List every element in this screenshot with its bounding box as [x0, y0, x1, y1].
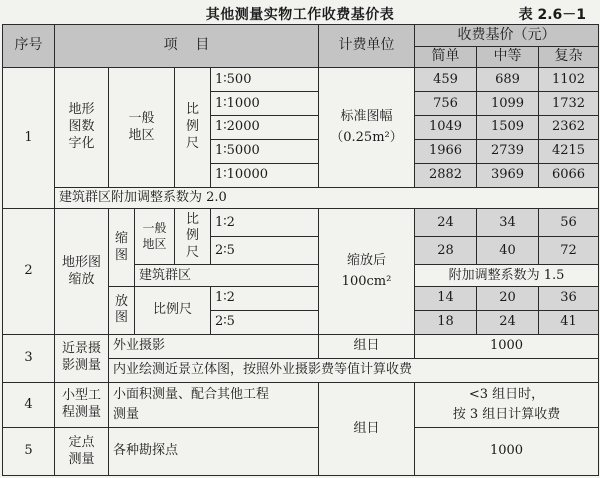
header-item: 项 目 [55, 25, 319, 68]
row2-medium: 20 [477, 287, 539, 311]
row1-medium: 2739 [477, 139, 539, 163]
row3-unit: 组日 [319, 334, 415, 358]
row2-enlarge: 放 图 [109, 287, 135, 335]
row4-category: 小型工 程测量 [55, 382, 109, 428]
row2-building-note: 附加调整系数为 1.5 [415, 265, 599, 287]
row3-item: 外业摄影 [109, 334, 319, 358]
row5-item: 各种勘探点 [109, 428, 319, 476]
header-simple: 简单 [415, 46, 477, 68]
row2-complex: 41 [539, 310, 599, 334]
row2-unit: 缩放后 100cm² [319, 209, 415, 334]
fee-table [2, 24, 599, 476]
row2-building-area: 建筑群区 [135, 265, 319, 287]
header-complex: 复杂 [539, 46, 599, 68]
row1-unit: 标准图幅 （0.25m²） [319, 68, 415, 187]
row1-scale: 1∶5000 [211, 139, 319, 163]
table-number: 表 2.6－1 [518, 7, 586, 23]
row2-simple: 14 [415, 287, 477, 311]
row1-scale-label: 比 例 尺 [175, 68, 211, 187]
row2-scale-label: 比 例 尺 [175, 209, 211, 265]
row1-simple: 1049 [415, 116, 477, 140]
row2-shrink: 缩 图 [109, 209, 135, 287]
header-medium: 中等 [477, 46, 539, 68]
row4-note: <3 组日时， 按 3 组日计算收费 [415, 382, 599, 428]
header-unit: 计费单位 [319, 25, 415, 68]
row1-category: 地形 图数 字化 [55, 68, 109, 187]
row1-scale: 1∶2000 [211, 116, 319, 140]
row1-complex: 2362 [539, 116, 599, 140]
row3-value: 1000 [415, 334, 599, 358]
row45-unit: 组日 [319, 382, 415, 475]
row1-complex: 1732 [539, 92, 599, 116]
row2-complex: 72 [539, 237, 599, 265]
row2-category: 地形图 缩放 [55, 209, 109, 334]
row2-simple: 24 [415, 209, 477, 237]
row1-simple: 2882 [415, 163, 477, 187]
row1-scale: 1∶500 [211, 68, 319, 92]
row1-simple: 756 [415, 92, 477, 116]
row5-value: 1000 [415, 428, 599, 476]
row1-area: 一般 地区 [109, 68, 175, 187]
row1-scale: 1∶1000 [211, 92, 319, 116]
row1-scale: 1∶10000 [211, 163, 319, 187]
row2-shrink-scale: 2∶5 [211, 237, 319, 265]
row1-medium: 1509 [477, 116, 539, 140]
row2-medium: 24 [477, 310, 539, 334]
row2-enlarge-scale-label: 比例尺 [135, 287, 211, 335]
row3-seq: 3 [3, 334, 55, 382]
row2-seq: 2 [3, 209, 55, 334]
header-fee: 收费基价（元） [415, 25, 599, 47]
row1-seq: 1 [3, 68, 55, 209]
row1-complex: 4215 [539, 139, 599, 163]
row1-complex: 1102 [539, 68, 599, 92]
row2-complex: 36 [539, 287, 599, 311]
row2-enlarge-scale: 2∶5 [211, 310, 319, 334]
row3-category: 近景摄 影测量 [55, 334, 109, 382]
table-title: 其他测量实物工作收费基价表 [205, 7, 395, 23]
row1-medium: 1099 [477, 92, 539, 116]
row1-complex: 6066 [539, 163, 599, 187]
row2-general-area: 一般 地区 [135, 209, 175, 265]
row2-simple: 28 [415, 237, 477, 265]
row1-simple: 1966 [415, 139, 477, 163]
row2-medium: 40 [477, 237, 539, 265]
row1-note: 建筑群区附加调整系数为 2.0 [55, 187, 599, 209]
header-seq: 序号 [3, 25, 55, 68]
row5-category: 定点 测量 [55, 428, 109, 476]
row5-seq: 5 [3, 428, 55, 476]
row1-medium: 3969 [477, 163, 539, 187]
row2-simple: 18 [415, 310, 477, 334]
row1-simple: 459 [415, 68, 477, 92]
row2-complex: 56 [539, 209, 599, 237]
row4-item: 小面积测量、配合其他工程 测量 [109, 382, 319, 428]
row1-medium: 689 [477, 68, 539, 92]
row4-seq: 4 [3, 382, 55, 428]
row2-shrink-scale: 1∶2 [211, 209, 319, 237]
row3-note: 内业绘测近景立体图，按照外业摄影费等值计算收费 [109, 358, 599, 382]
row2-enlarge-scale: 1∶2 [211, 287, 319, 311]
row2-medium: 34 [477, 209, 539, 237]
